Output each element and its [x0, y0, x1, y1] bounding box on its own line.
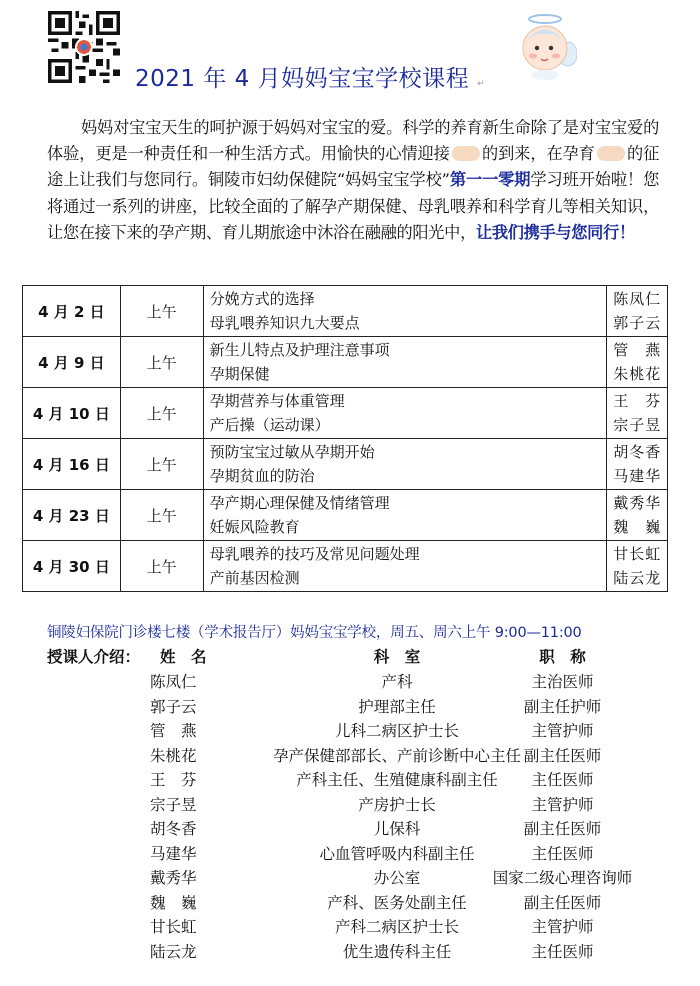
list-item [0, 670, 700, 694]
list-item [0, 842, 700, 866]
paragraph-mark: ↵ [477, 79, 486, 89]
lecturer-title: 主管护师 [531, 918, 594, 936]
list-item [0, 891, 700, 915]
lecturer-dept: 办公室 [373, 869, 421, 887]
lecturer-title: 主管护师 [531, 795, 594, 814]
list-item [0, 744, 700, 768]
baby-emoji-icon [452, 146, 480, 161]
lecturer-name: 郭子云 [150, 697, 197, 716]
lecturer-title: 主任医师 [531, 844, 594, 863]
column-header-dept: 科 室 [373, 647, 421, 666]
table-row [23, 286, 668, 337]
topic-line: 孕期保健 [209, 365, 270, 383]
speaker-name: 胡冬香 [613, 443, 662, 461]
lecturer-title: 副主任医师 [523, 820, 602, 838]
topic-line: 孕期贫血的防治 [209, 467, 315, 485]
speaker-name: 王 芬 [613, 392, 662, 410]
lecturer-title: 副主任医师 [523, 893, 602, 912]
lecturer-title: 副主任护师 [523, 697, 602, 716]
lecturer-dept: 产科二病区护士长 [334, 918, 459, 936]
list-item [0, 793, 700, 817]
date-cell: 4 月 2 日 [23, 286, 121, 337]
speaker-name: 陆云龙 [613, 569, 662, 587]
date-cell: 4 月 16 日 [23, 439, 121, 490]
speaker-cell [607, 286, 668, 337]
list-item [0, 768, 700, 792]
lecturer-dept: 产房护士长 [358, 795, 436, 814]
lecturer-dept: 儿保科 [373, 820, 421, 838]
lecturer-title: 主任医师 [531, 771, 594, 789]
list-item [0, 866, 700, 890]
baby-emoji-icon [597, 146, 625, 161]
school-name: “妈妈宝宝学校” [336, 170, 450, 190]
lecturer-name: 王 芬 [150, 771, 197, 789]
topic-cell [203, 337, 607, 388]
time-cell: 上午 [120, 337, 203, 388]
speaker-name: 甘长虹 [613, 545, 662, 563]
date-cell: 4 月 9 日 [23, 337, 121, 388]
lecturer-dept: 产科、医务处副主任 [327, 893, 467, 912]
time-cell: 上午 [120, 490, 203, 541]
lecturer-title: 主任医师 [531, 942, 594, 961]
lecturers-heading: 授课人介绍： [47, 647, 141, 666]
topic-line: 新生儿特点及护理注意事项 [209, 341, 390, 359]
speaker-cell [607, 490, 668, 541]
closing-slogan: 让我们携手与您同行！ [475, 222, 635, 242]
intro-paragraph [47, 115, 659, 246]
intro-text-2: 的到来，在孕育 [481, 144, 595, 164]
speaker-name: 陈凤仁 [613, 290, 662, 308]
lecturer-name: 马建华 [150, 844, 197, 863]
qr-code-icon [47, 11, 121, 83]
lecturer-dept: 产科 [381, 673, 413, 691]
speaker-cell [607, 439, 668, 490]
table-row [23, 388, 668, 439]
table-row [23, 337, 668, 388]
speaker-cell [607, 541, 668, 592]
time-cell: 上午 [120, 286, 203, 337]
list-item [0, 719, 700, 743]
lecturer-dept: 护理部主任 [358, 697, 436, 716]
list-item [0, 817, 700, 841]
intro-text-1: 妈妈对宝宝天生的呵护源于妈妈对宝宝的爱。科学的养育新生命除了是对宝宝爱的体验，更是一种责任和一种生活方式。用愉快的心情迎接 [47, 118, 659, 164]
date-cell: 4 月 23 日 [23, 490, 121, 541]
date-cell: 4 月 30 日 [23, 541, 121, 592]
speaker-name: 宗子昱 [613, 416, 662, 434]
intro-text-3: 的征途上让我们与您同行。铜陵市妇幼保健院 [47, 144, 660, 190]
list-item [0, 940, 700, 964]
speaker-cell [607, 388, 668, 439]
session-number: 第一一零期 [449, 170, 531, 190]
column-header-name: 姓 名 [160, 647, 207, 666]
intro-text-4: 学习班开始啦！您将通过一系列的讲座，比较全面的了解孕产期保健、母乳喂养和科学育儿等相关知识，让您在接下来的孕产期、育儿期旅途中沐浴在融融的阳光中， [47, 170, 659, 242]
column-header-title: 职 称 [539, 647, 586, 666]
time-cell: 上午 [120, 439, 203, 490]
lecturer-dept: 儿科二病区护士长 [334, 722, 459, 740]
lecturer-title: 主管护师 [531, 722, 594, 740]
topic-cell [203, 541, 607, 592]
lecturer-name: 陈凤仁 [150, 673, 197, 691]
topic-line: 妊娠风险教育 [209, 518, 300, 536]
speaker-name: 马建华 [613, 467, 662, 485]
topic-line: 母乳喂养的技巧及常见问题处理 [209, 545, 420, 563]
page-title [135, 60, 485, 93]
table-row [23, 541, 668, 592]
topic-line: 母乳喂养知识九大要点 [209, 314, 360, 332]
topic-line: 产前基因检测 [209, 569, 300, 587]
topic-cell [203, 286, 607, 337]
lecturer-name: 管 燕 [150, 722, 197, 740]
lecturer-name: 陆云龙 [150, 942, 197, 961]
topic-line: 预防宝宝过敏从孕期开始 [209, 443, 375, 461]
lecturer-name: 甘长虹 [150, 918, 197, 936]
topic-cell [203, 490, 607, 541]
table-row [23, 439, 668, 490]
topic-cell [203, 439, 607, 490]
lecturer-dept: 心血管呼吸内科副主任 [319, 844, 475, 863]
date-cell: 4 月 10 日 [23, 388, 121, 439]
lecturer-name: 戴秀华 [150, 869, 197, 887]
topic-line: 分娩方式的选择 [209, 290, 315, 308]
speaker-name: 管 燕 [613, 341, 662, 359]
venue-info: 铜陵妇保院门诊楼七楼（学术报告厅）妈妈宝宝学校，周五、周六上午 9:00—11:00 [47, 625, 582, 641]
lecturer-name: 朱桃花 [150, 746, 197, 765]
lecturer-title: 主治医师 [531, 673, 594, 691]
lecturer-dept: 优生遗传科主任 [342, 942, 452, 961]
speaker-cell [607, 337, 668, 388]
topic-line: 孕期营养与体重管理 [209, 392, 345, 410]
table-row [23, 490, 668, 541]
time-cell: 上午 [120, 388, 203, 439]
lecturer-name: 宗子昱 [150, 795, 197, 814]
lecturer-name: 胡冬香 [150, 820, 197, 838]
schedule-table [22, 285, 668, 592]
speaker-name: 郭子云 [613, 314, 662, 332]
time-cell: 上午 [120, 541, 203, 592]
lecturer-dept: 孕产保健部部长、产前诊断中心主任 [272, 746, 521, 765]
topic-line: 孕产期心理保健及情绪管理 [209, 494, 390, 512]
topic-line: 产后操（运动课） [209, 416, 330, 434]
title-text: 2021 年 4 月妈妈宝宝学校课程 [135, 66, 470, 92]
angel-baby-icon [513, 10, 577, 80]
lecturer-title: 副主任医师 [523, 746, 602, 765]
speaker-name: 戴秀华 [613, 494, 662, 512]
lecturer-name: 魏 巍 [150, 893, 197, 912]
lecturer-dept: 产科主任、生殖健康科副主任 [296, 771, 498, 789]
list-item [0, 915, 700, 939]
topic-cell [203, 388, 607, 439]
lecturer-title: 国家二级心理咨询师 [492, 869, 633, 887]
list-item [0, 695, 700, 719]
speaker-name: 魏 巍 [613, 518, 662, 536]
speaker-name: 朱桃花 [613, 365, 662, 383]
